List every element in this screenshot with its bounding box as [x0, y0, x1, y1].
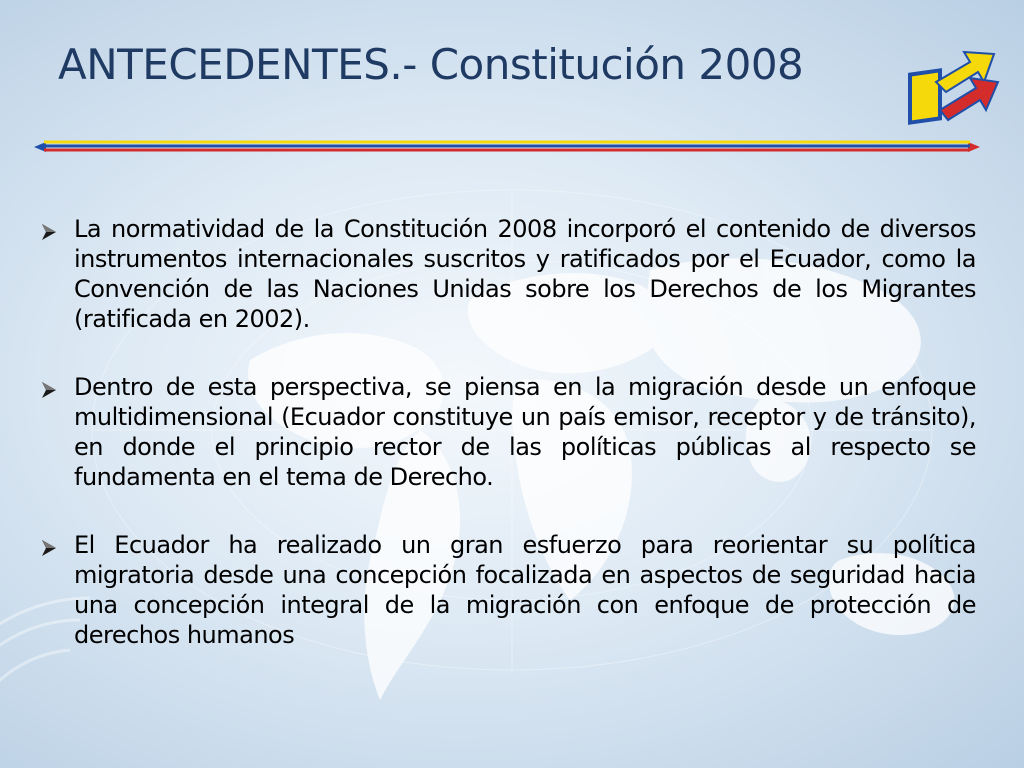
bullet-text: El Ecuador ha realizado un gran esfuerzo para reorientar su política migratoria desde una concepción focalizada en aspectos de seguridad hacia una concepción integral de la migración con enfoque de protección de derechos humanos: [74, 531, 976, 649]
bullet-text: Dentro de esta perspectiva, se piensa en la migración desde un enfoque multidimensional (Ecuador constituye un país emisor, receptor y de tránsito), en donde el principio rector de las políticas públicas al respecto se fundamenta en el tema de Derecho.: [74, 373, 976, 491]
bullet-item: [40, 372, 976, 492]
flag-color-divider: [34, 136, 980, 158]
bullet-item: [40, 214, 976, 334]
page-title: ANTECEDENTES.- Constitución 2008: [58, 40, 804, 89]
arrowhead-bullet-icon: [40, 223, 58, 241]
bullet-list: [40, 214, 976, 688]
bullet-text: La normatividad de la Constitución 2008 incorporó el contenido de diversos instrumentos internacionales suscritos y ratificados por el Ecuador, como la Convención de las Naciones Unidas sobre los Derechos de los Migrantes (ratificada en 2002).: [74, 215, 976, 333]
bullet-item: [40, 530, 976, 650]
arrowhead-bullet-icon: [40, 539, 58, 557]
ecuador-flag-arrows-icon: [900, 40, 1000, 132]
arrowhead-bullet-icon: [40, 381, 58, 399]
